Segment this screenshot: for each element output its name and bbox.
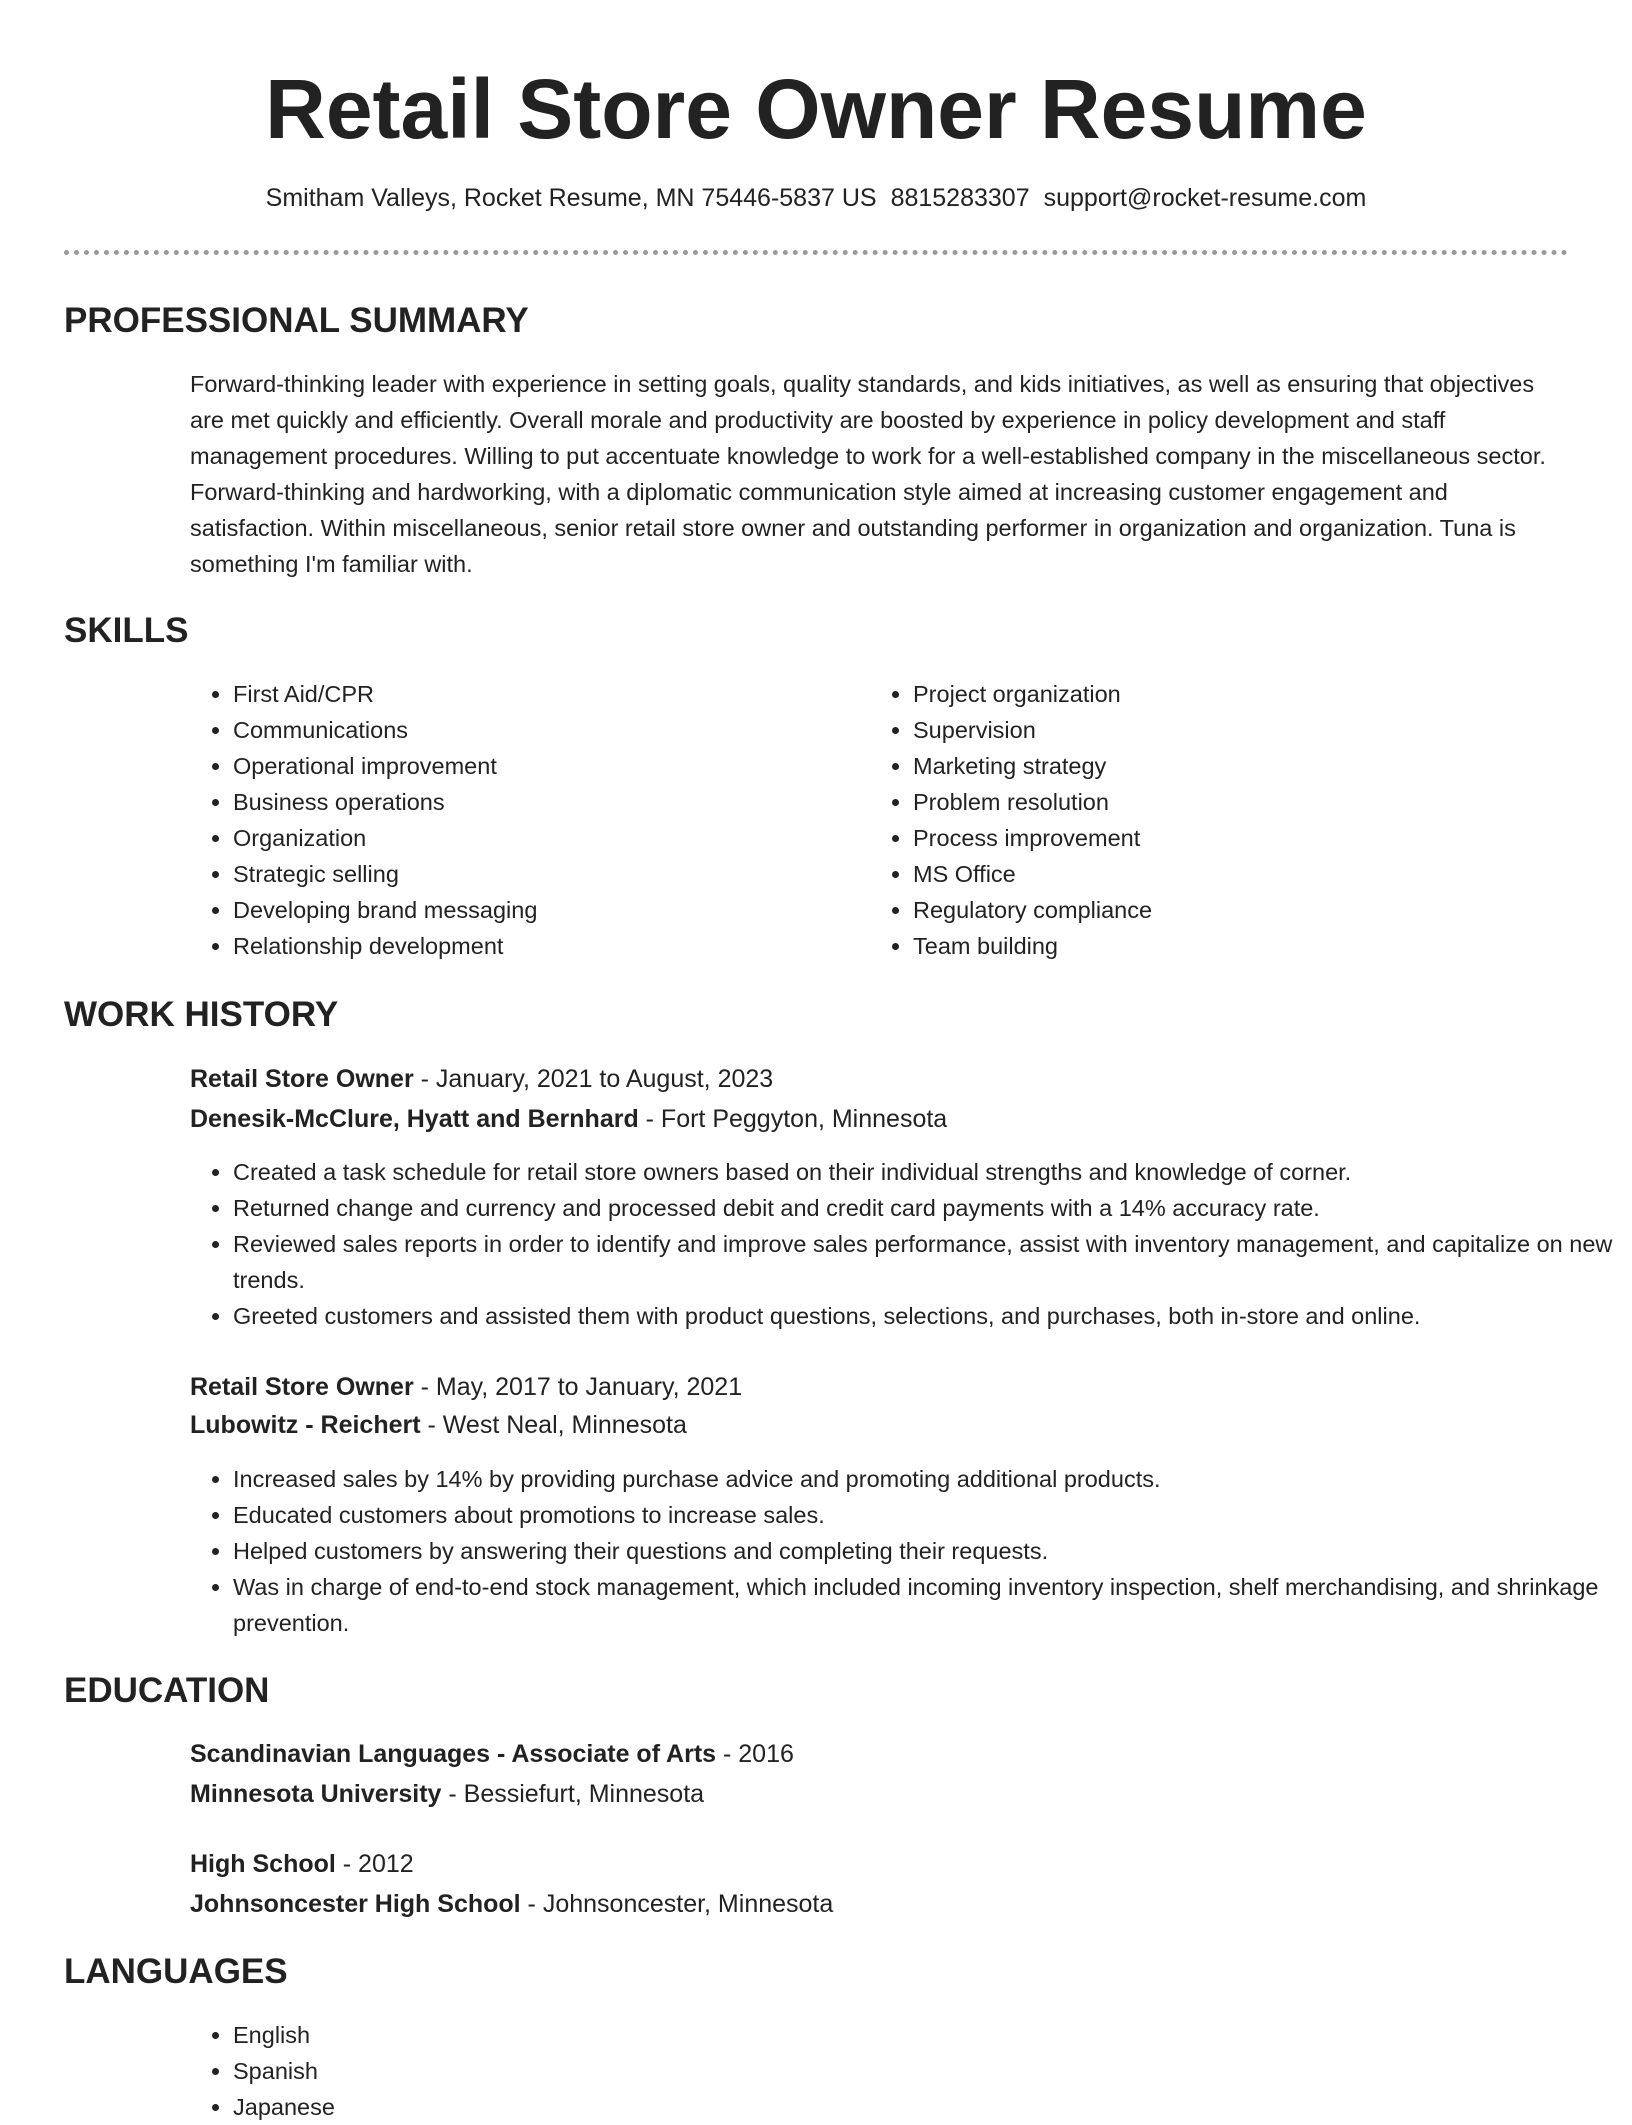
job-dates: - January, 2021 to August, 2023 — [413, 1065, 774, 1093]
education-location: - Bessiefurt, Minnesota — [441, 1780, 705, 1808]
job-company: Denesik-McClure, Hyatt and Bernhard — [190, 1105, 639, 1133]
education-school: Minnesota University — [190, 1780, 442, 1808]
skill-item: • Project organization — [913, 676, 1513, 712]
job-bullet: • Reviewed sales reports in order to identify and improve sales performance, assist with inventory management, and capitalize on new trends. — [233, 1226, 1613, 1298]
education-location: - Johnsoncester, Minnesota — [520, 1890, 834, 1918]
job-bullet: • Returned change and currency and processed debit and credit card payments with a 14% accuracy rate. — [233, 1190, 1613, 1226]
languages-heading: LANGUAGES — [64, 1952, 288, 1991]
skill-item: • Operational improvement — [233, 748, 833, 784]
education-degree-line — [190, 1735, 794, 1773]
education-degree: High School — [190, 1850, 336, 1878]
job-bullet: • Greeted customers and assisted them with product questions, selections, and purchases, both in-store and online. — [233, 1298, 1613, 1334]
skill-item: • Developing brand messaging — [233, 892, 833, 928]
skill-item: • Regulatory compliance — [913, 892, 1513, 928]
skill-item: • Marketing strategy — [913, 748, 1513, 784]
job-dates: - May, 2017 to January, 2021 — [413, 1373, 743, 1401]
contact-address: Smitham Valleys, Rocket Resume, MN 75446-5837 US — [265, 184, 877, 212]
language-item: • English — [233, 2017, 833, 2053]
job-company-line — [190, 1406, 687, 1444]
contact-email: support@rocket-resume.com — [1043, 184, 1367, 212]
skill-item: • Supervision — [913, 712, 1513, 748]
education-year: - 2016 — [716, 1740, 794, 1768]
summary-text: Forward-thinking leader with experience in setting goals, quality standards, and kids initiatives, as well as ensuring that objectives are met quickly and efficiently. Overall morale and productivity are boosted by experience in policy development and staff management procedures. Willing to put accentuate knowledge to work for a well-established company in the miscellaneous sector. Forward-thinking and hardworking, with a diplomatic communication style aimed at increasing customer engagement and satisfaction. Within miscellaneous, senior retail store owner and outstanding performer in organization and organization. Tuna is something I'm familiar with. — [190, 371, 1546, 577]
skills-list-left — [190, 676, 833, 964]
resume-title: Retail Store Owner Resume — [265, 62, 1367, 156]
job-title-line — [190, 1060, 773, 1098]
skills-list-right — [870, 676, 1513, 964]
education-year: - 2012 — [335, 1850, 414, 1878]
job-company: Lubowitz - Reichert — [190, 1411, 421, 1439]
skill-item: • Problem resolution — [913, 784, 1513, 820]
languages-list — [190, 2017, 833, 2125]
skill-item: • Team building — [913, 928, 1513, 964]
job-bullet: • Increased sales by 14% by providing purchase advice and promoting additional products. — [233, 1461, 1613, 1497]
skill-item: • MS Office — [913, 856, 1513, 892]
job-location: - Fort Peggyton, Minnesota — [638, 1105, 948, 1133]
contact-phone: 8815283307 — [890, 184, 1030, 212]
job-bullet: • Helped customers by answering their questions and completing their requests. — [233, 1533, 1613, 1569]
education-school-line — [190, 1885, 833, 1923]
job-title: Retail Store Owner — [190, 1065, 414, 1093]
job-bullets — [190, 1154, 1613, 1334]
skill-item: • Strategic selling — [233, 856, 833, 892]
skill-item: • Communications — [233, 712, 833, 748]
job-location: - West Neal, Minnesota — [420, 1411, 687, 1439]
work-heading: WORK HISTORY — [64, 995, 339, 1034]
contact-line — [0, 178, 1632, 218]
language-item: • Spanish — [233, 2053, 833, 2089]
job-title-line — [190, 1368, 742, 1406]
skill-item: • Organization — [233, 820, 833, 856]
job-bullet: • Created a task schedule for retail store owners based on their individual strengths and knowledge of corner. — [233, 1154, 1613, 1190]
skill-item: • Business operations — [233, 784, 833, 820]
job-title: Retail Store Owner — [190, 1373, 414, 1401]
skill-item: • First Aid/CPR — [233, 676, 833, 712]
header-divider — [64, 250, 1568, 255]
skill-item: • Relationship development — [233, 928, 833, 964]
job-bullet: • Educated customers about promotions to increase sales. — [233, 1497, 1613, 1533]
education-degree: Scandinavian Languages - Associate of Arts — [190, 1740, 717, 1768]
language-item: • Japanese — [233, 2089, 833, 2125]
skills-heading: SKILLS — [64, 611, 189, 650]
education-heading: EDUCATION — [64, 1671, 270, 1710]
summary-heading: PROFESSIONAL SUMMARY — [64, 301, 529, 340]
job-bullet: • Was in charge of end-to-end stock management, which included incoming inventory inspection, shelf merchandising, and shrinkage prevention. — [233, 1569, 1613, 1641]
job-company-line — [190, 1100, 947, 1138]
skill-item: • Process improvement — [913, 820, 1513, 856]
education-school: Johnsoncester High School — [190, 1890, 521, 1918]
education-degree-line — [190, 1845, 414, 1883]
job-bullets — [190, 1461, 1613, 1641]
education-school-line — [190, 1775, 704, 1813]
